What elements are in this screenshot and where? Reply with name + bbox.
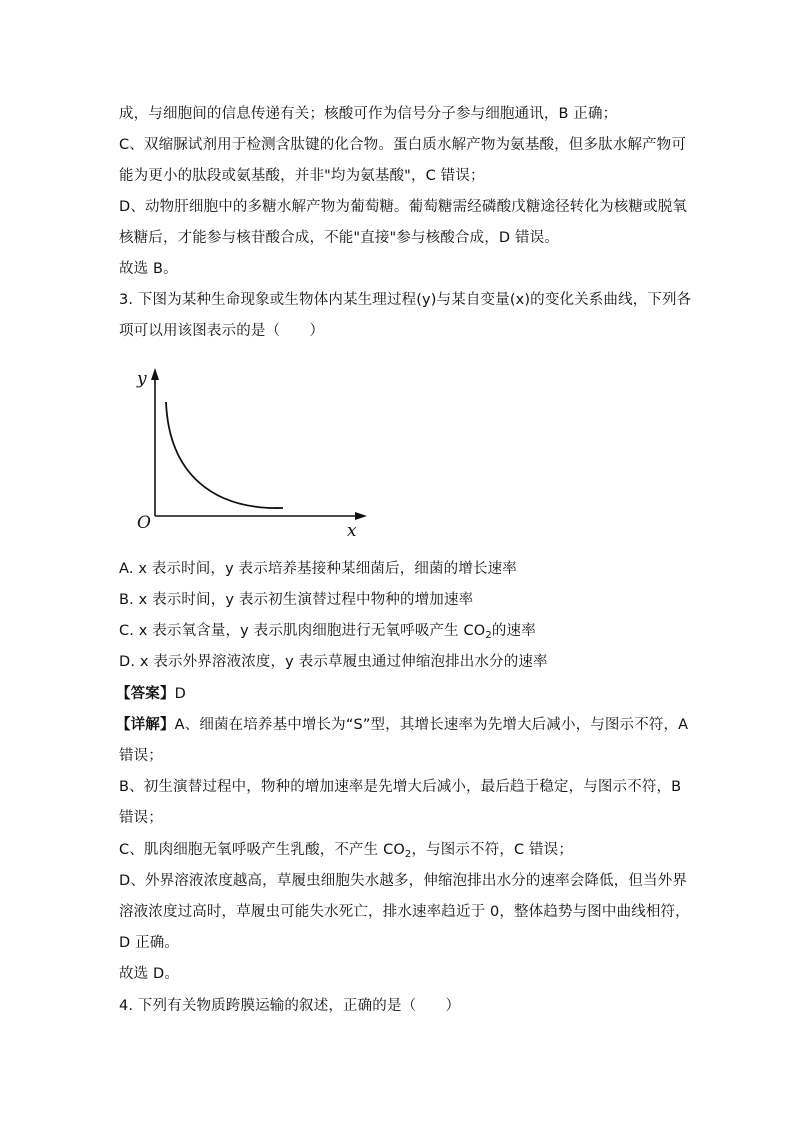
- answer-line: [116, 684, 186, 704]
- origin-label: O: [137, 513, 151, 533]
- text-line: C、双缩脲试剂用于检测含肽键的化合物。蛋白质水解产物为氨基酸，但多肽水解产物可: [119, 137, 686, 153]
- option-c-text: C. x 表示氧含量，y 表示肌肉细胞进行无氧呼吸产生 CO: [119, 623, 486, 639]
- subscript: 2: [404, 849, 412, 860]
- detail-line: 溶液浓度过高时，草履虫可能失水死亡，排水速率趋近于 0，整体趋势与图中曲线相符，: [119, 904, 690, 920]
- detail-line: [116, 715, 688, 735]
- text-line: 能为更小的肽段或氨基酸，并非"均为氨基酸"，C 错误；: [119, 168, 485, 184]
- detail-line: D 正确。: [119, 935, 180, 951]
- text-line: D、动物肝细胞中的多糖水解产物为葡萄糖。葡萄糖需经磷酸戊糖途径转化为核糖或脱氧: [119, 199, 688, 215]
- detail-line: 错误；: [119, 810, 163, 826]
- question-4-stem: 4. 下列有关物质跨膜运输的叙述，正确的是（ ）: [119, 998, 461, 1014]
- option-d: D. x 表示外界溶液浓度，y 表示草履虫通过伸缩泡排出水分的速率: [119, 654, 548, 670]
- detail-line: [119, 840, 573, 860]
- detail-line: 错误；: [119, 748, 163, 764]
- answer-value: D: [174, 686, 186, 702]
- x-axis-arrow: [355, 512, 367, 520]
- y-axis-arrow: [151, 368, 159, 380]
- detail-text: A、细菌在培养基中增长为“S”型，其增长速率为先增大后减小，与图示不符，A: [174, 717, 689, 733]
- subscript: 2: [485, 630, 492, 641]
- detail-line: B、初生演替过程中，物种的增加速率是先增大后减小，最后趋于稳定，与图示不符，B: [119, 779, 682, 795]
- y-axis-label: y: [137, 369, 147, 389]
- detail-text-end: ，与图示不符，C 错误；: [411, 842, 573, 858]
- option-b: B. x 表示时间，y 表示初生演替过程中物种的增加速率: [119, 592, 474, 608]
- question-3-stem: 项可以用该图表示的是（ ）: [119, 323, 325, 339]
- x-axis-label: x: [347, 521, 357, 540]
- answer-tag: 【答案】: [116, 686, 175, 702]
- detail-text: C、肌肉细胞无氧呼吸产生乳酸，不产生 CO: [119, 842, 405, 858]
- question-3-stem: 3. 下图为某种生命现象或生物体内某生理过程(y)与某自变量(x)的变化关系曲线，下列各: [119, 292, 692, 308]
- question-3-figure: [133, 364, 373, 544]
- conclusion-line: 故选 B。: [119, 261, 178, 277]
- conclusion-line: 故选 D。: [119, 966, 180, 982]
- option-c: [119, 621, 536, 641]
- decreasing-curve: [166, 402, 283, 508]
- detail-tag: 【详解】: [116, 717, 175, 733]
- text-line: 成，与细胞间的信息传递有关；核酸可作为信号分子参与细胞通讯，B 正确；: [119, 106, 618, 122]
- curve-graph: [133, 364, 373, 540]
- option-c-text-end: 的速率: [491, 623, 536, 639]
- option-a: A. x 表示时间，y 表示培养基接种某细菌后，细菌的增长速率: [119, 561, 517, 577]
- text-line: 核糖后，才能参与核苷酸合成，不能"直接"参与核酸合成，D 错误。: [119, 230, 559, 246]
- detail-line: D、外界溶液浓度越高，草履虫细胞失水越多，伸缩泡排出水分的速率会降低，但当外界: [119, 873, 688, 889]
